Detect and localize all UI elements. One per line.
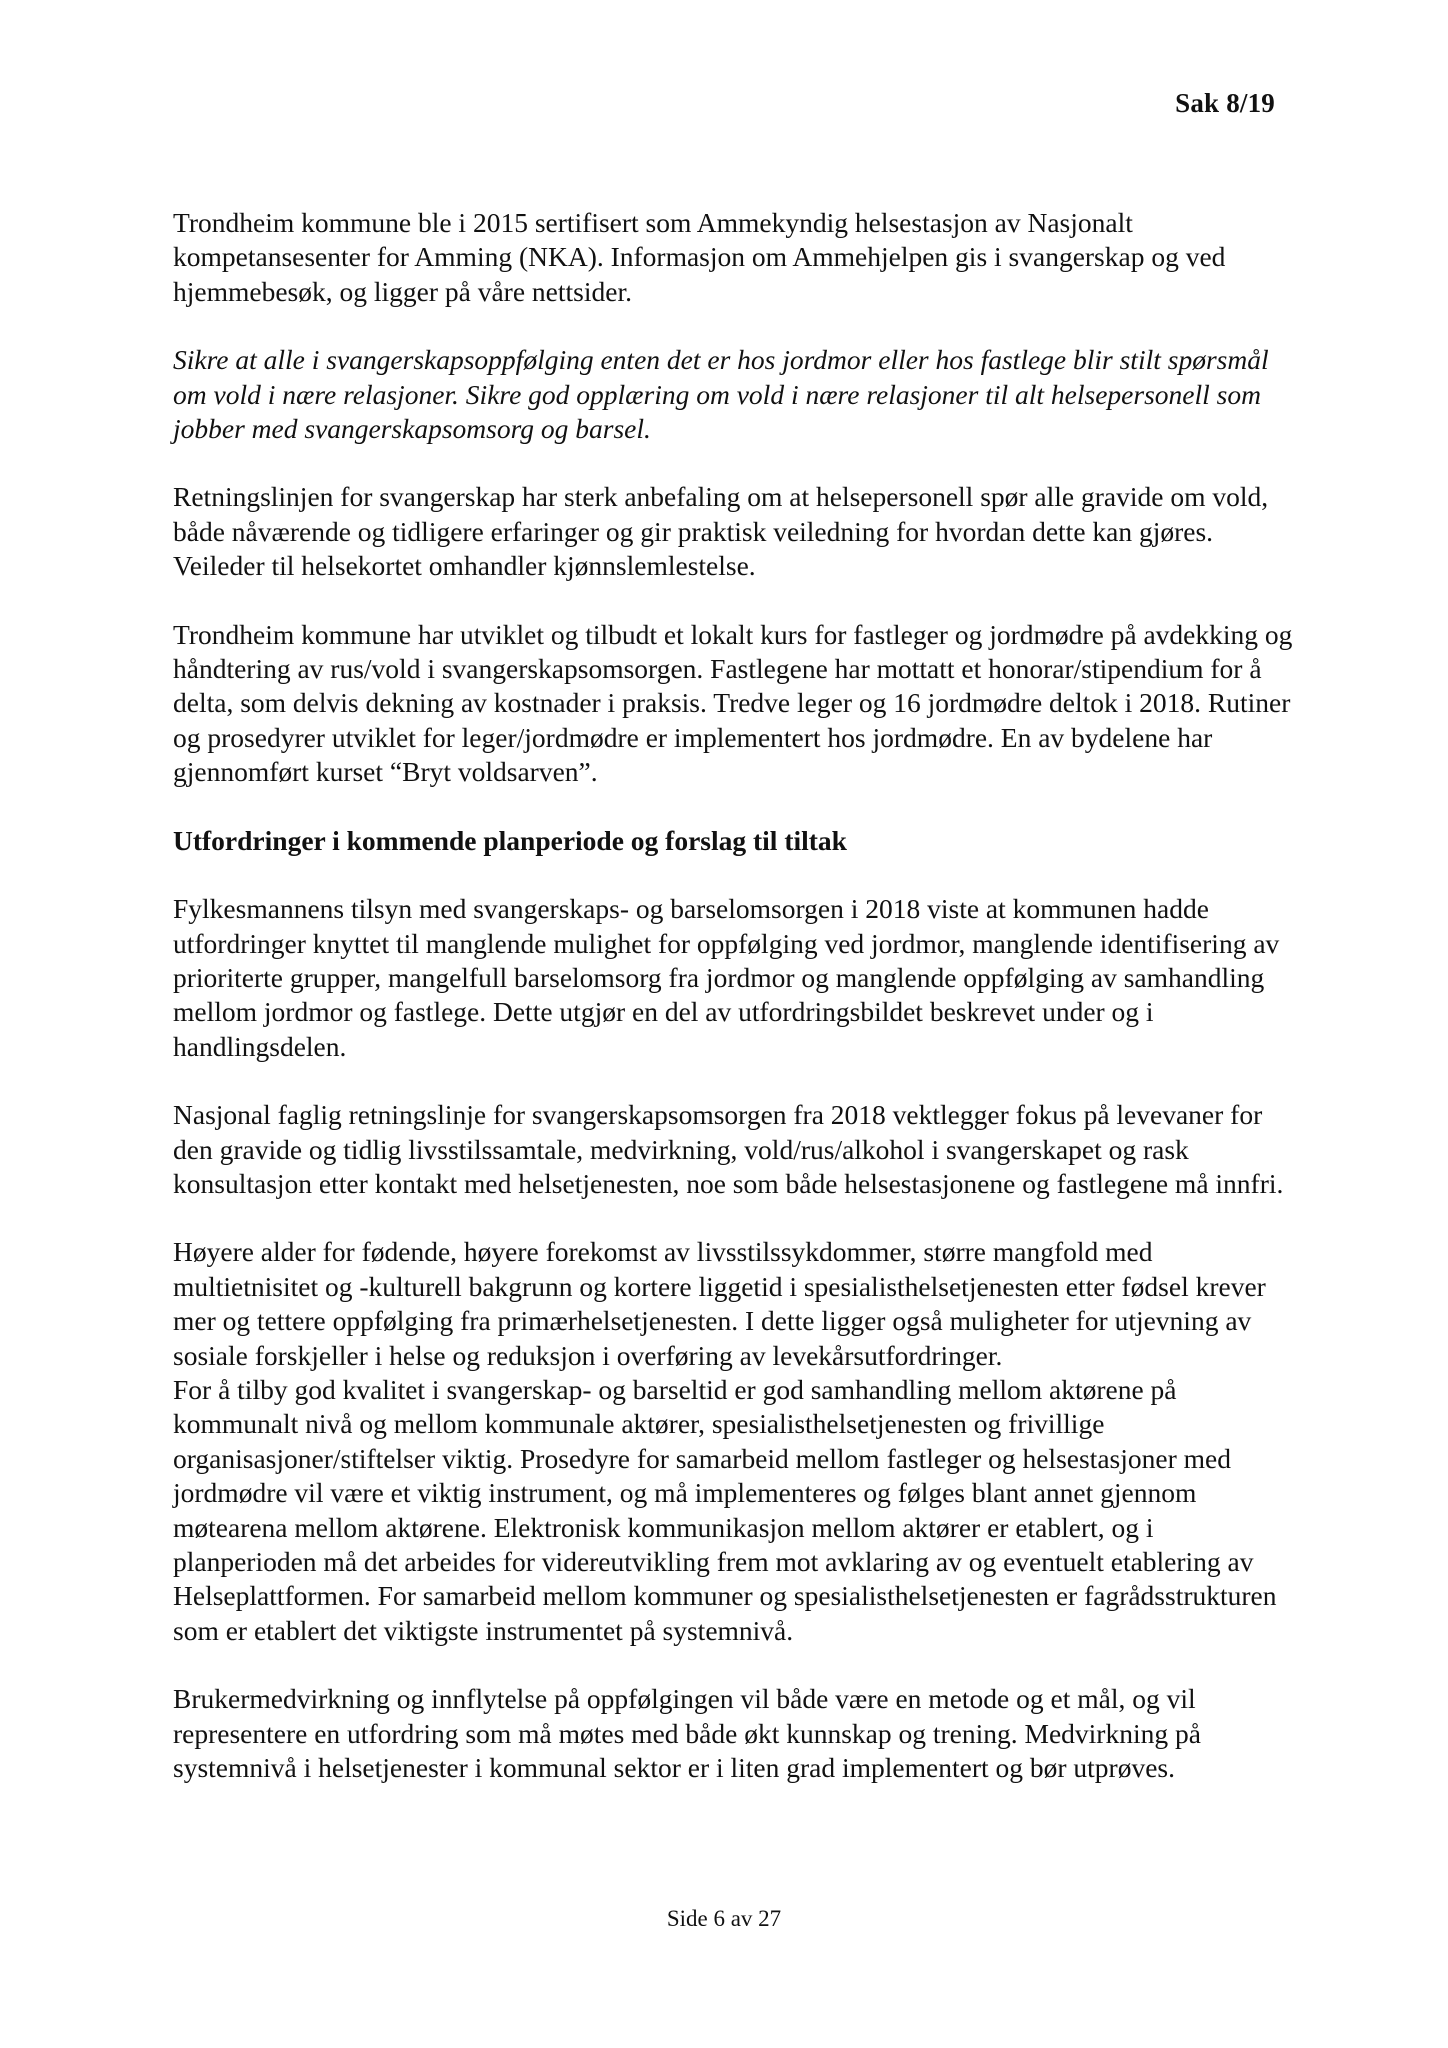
paragraph-collaboration: For å tilby god kvalitet i svangerskap- og barseltid er god samhandling mellom aktørene på kommunalt nivå og mellom kommunale aktører, spesialisthelsetjenesten og frivillige organisasjoner/stiftelser viktig. Prosedyre for samarbeid mellom fastleger og helsestasjoner med jordmødre vil være et viktig instrument, og må implementeres og følges blant annet gjennom møtearena mellom aktørene. Elektronisk kommunikasjon mellom aktører er etablert, og i planperioden må det arbeides for videreutvikling frem mot avklaring av og eventuelt etablering av Helseplattformen. For samarbeid mellom kommuner og spesialisthelsetjenesten er fagrådsstrukturen som er etablert det viktigste instrumentet på systemnivå.: [173, 1373, 1277, 1646]
paragraph-guideline: Retningslinjen for svangerskap har sterk anbefaling om at helsepersonell spør alle gravide om vold, både nåværende og tidligere erfaringer og gir praktisk veiledning for hvordan dette kan gjøres. Veileder til helsekortet omhandler kjønnslemlestelse.: [173, 481, 1269, 582]
page-number: Side 6 av 27: [666, 1906, 782, 1931]
paragraph-breastfeeding-certification: Trondheim kommune ble i 2015 sertifisert som Ammekyndig helsestasjon av Nasjonalt kompetansesenter for Amming (NKA). Informasjon om Ammehjelpen gis i svangerskap og ved hjemmebesøk, og ligger på våre nettsider.: [173, 207, 1226, 307]
paragraph-user-involvement: Brukermedvirkning og innflytelse på oppfølgingen vil både være en metode og et mål, og vil representere en utfordring som må møtes med både økt kunnskap og trening. Medvirkning på systemnivå i helsetjenester i kommunal sektor er i liten grad implementert og bør utprøves.: [173, 1683, 1201, 1784]
document-body: [173, 206, 1293, 1819]
paragraph-demographics: Høyere alder for fødende, høyere forekomst av livsstilssykdommer, større mangfold med multietnisitet og -kulturell bakgrunn og kortere liggetid i spesialisthelsetjenesten etter fødsel krever mer og tettere oppfølging fra primærhelsetjenesten. I dette ligger også muligheter for utjevning av sosiale forskjeller i helse og reduksjon i overføring av levekårsutfordringer.: [173, 1236, 1266, 1371]
paragraph-supervision: Fylkesmannens tilsyn med svangerskaps- og barselomsorgen i 2018 viste at kommunen hadde utfordringer knyttet til manglende mulighet for oppfølging ved jordmor, manglende identifisering av prioriterte grupper, mangelfull barselomsorg fra jordmor og manglende oppfølging av samhandling mellom jordmor og fastlege. Dette utgjør en del av utfordringsbildet beskrevet under og i handlingsdelen.: [173, 893, 1280, 1062]
paragraph-local-course: Trondheim kommune har utviklet og tilbudt et lokalt kurs for fastleger og jordmødre på avdekking og håndtering av rus/vold i svangerskapsomsorgen. Fastlegene har mottatt et honorar/stipendium for å delta, som delvis dekning av kostnader i praksis. Tredve leger og 16 jordmødre deltok i 2018. Rutiner og prosedyrer utviklet for leger/jordmødre er implementert hos jordmødre. En av bydelene har gjennomført kurset “Bryt voldsarven”.: [173, 618, 1293, 788]
section-heading: Utfordringer i kommende planperiode og forslag til tiltak: [173, 824, 847, 856]
case-reference: Sak 8/19: [1175, 88, 1275, 118]
paragraph-national-guideline: Nasjonal faglig retningslinje for svangerskapsomsorgen fra 2018 vektlegger fokus på levevaner for den gravide og tidlig livsstilssamtale, medvirkning, vold/rus/alkohol i svangerskapet og rask konsultasjon etter kontakt med helsetjenesten, noe som både helsestasjonene og fastlegene må innfri.: [173, 1099, 1284, 1199]
paragraph-violence-goal: Sikre at alle i svangerskapsoppfølging enten det er hos jordmor eller hos fastlege blir stilt spørsmål om vold i nære relasjoner. Sikre god opplæring om vold i nære relasjoner til alt helsepersonell som jobber med svangerskapsomsorg og barsel.: [173, 344, 1269, 445]
